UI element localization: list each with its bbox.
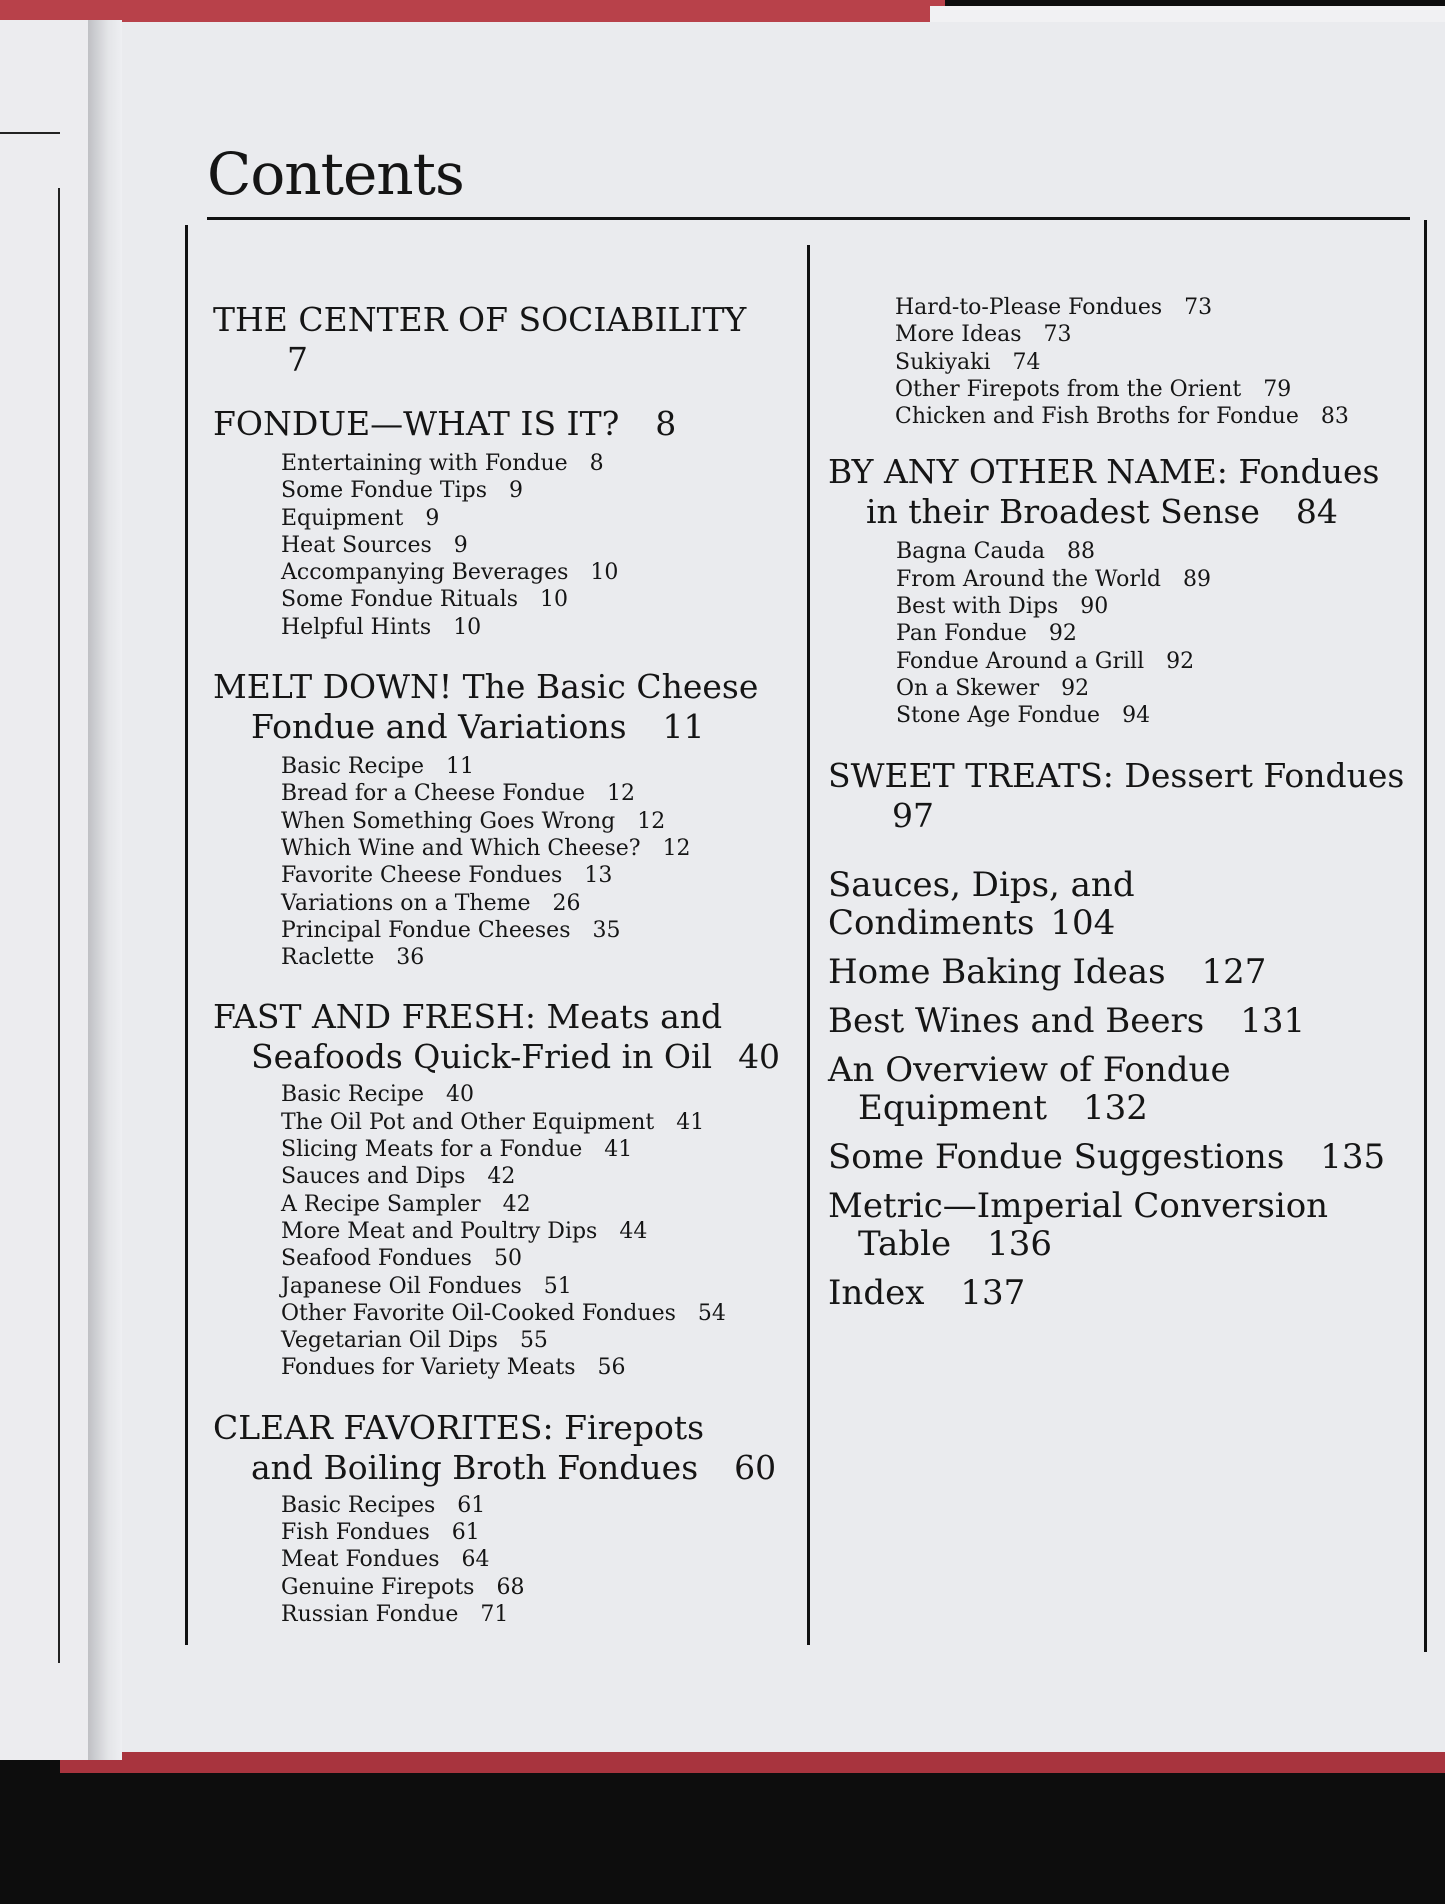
toc-entry[interactable]: Other Firepots from the Orient 79	[895, 376, 1292, 402]
section-list-continued	[828, 294, 1418, 430]
toc-entry[interactable]: Some Fondue Rituals 10	[281, 587, 568, 613]
section-list	[213, 1492, 793, 1628]
toc-entry[interactable]: More Meat and Poultry Dips 44	[281, 1218, 648, 1244]
toc-chapter	[213, 300, 793, 380]
toc-entry[interactable]: Stone Age Fondue 94	[896, 703, 1151, 729]
page-title: Contents	[207, 140, 464, 208]
toc-entry[interactable]: Basic Recipe 40	[281, 1082, 474, 1108]
toc-entry[interactable]: Heat Sources 9	[281, 532, 468, 558]
back-matter-entry[interactable]: Some Fondue Suggestions 135	[828, 1136, 1386, 1177]
back-matter-entry[interactable]: An Overview of Fondue Equipment 132	[828, 1049, 1231, 1128]
toc-entry[interactable]: Principal Fondue Cheeses 35	[281, 917, 621, 943]
toc-entry[interactable]: Vegetarian Oil Dips 55	[281, 1328, 548, 1354]
toc-chapter	[828, 756, 1418, 836]
toc-entry[interactable]: Sukiyaki 74	[895, 349, 1041, 375]
toc-entry[interactable]: Chicken and Fish Broths for Fondue 83	[895, 404, 1349, 430]
toc-entry[interactable]: Raclette 36	[281, 945, 425, 971]
toc-entry[interactable]: Entertaining with Fondue 8	[281, 451, 604, 476]
toc-entry[interactable]: Basic Recipe 11	[281, 754, 474, 780]
section-list	[213, 450, 793, 641]
toc-entry[interactable]: When Something Goes Wrong 12	[281, 808, 666, 834]
toc-entry[interactable]: More Ideas 73	[895, 322, 1072, 348]
left-border	[185, 225, 188, 1645]
toc-entry[interactable]: Which Wine and Which Cheese? 12	[281, 835, 691, 861]
chapter-title[interactable]: FAST AND FRESH: Meats and Seafoods Quick-Fried in Oil 40	[213, 997, 781, 1077]
title-rule	[207, 217, 1410, 220]
toc-chapter	[213, 667, 793, 971]
toc-entry[interactable]: Best with Dips 90	[896, 594, 1109, 620]
toc-entry[interactable]: Fish Fondues 61	[281, 1520, 480, 1546]
toc-entry[interactable]: Meat Fondues 64	[281, 1547, 490, 1573]
section-list	[213, 1081, 793, 1381]
toc-chapter	[213, 404, 793, 641]
section-list	[213, 753, 793, 971]
toc-entry[interactable]: Some Fondue Tips 9	[281, 478, 524, 504]
chapter-title[interactable]: BY ANY OTHER NAME: Fondues in their Broadest Sense 84	[828, 452, 1380, 532]
toc-chapter	[213, 1408, 793, 1628]
chapter-title[interactable]: MELT DOWN! The Basic Cheese Fondue and Variations 11	[213, 667, 759, 747]
chapter-title[interactable]: SWEET TREATS: Dessert Fondues 97	[828, 755, 1405, 835]
back-matter-entry[interactable]: Home Baking Ideas 127	[828, 951, 1267, 992]
toc-entry[interactable]: Favorite Cheese Fondues 13	[281, 863, 613, 889]
toc-entry[interactable]: Bagna Cauda 88	[896, 539, 1095, 565]
toc-entry[interactable]: Other Favorite Oil-Cooked Fondues 54	[281, 1300, 726, 1326]
chapter-title[interactable]: CLEAR FAVORITES: Firepots and Boiling Broth Fondues 60	[213, 1407, 777, 1487]
toc-entry[interactable]: Japanese Oil Fondues 51	[281, 1273, 572, 1299]
toc-entry[interactable]: Fondue Around a Grill 92	[896, 648, 1195, 674]
toc-chapter	[213, 997, 793, 1381]
toc-entry[interactable]: A Recipe Sampler 42	[281, 1191, 531, 1217]
toc-entry[interactable]: Pan Fondue 92	[896, 621, 1077, 647]
book-gutter	[88, 20, 122, 1760]
toc-entry[interactable]: From Around the World 89	[896, 566, 1211, 592]
toc-entry[interactable]: Russian Fondue 71	[281, 1601, 509, 1627]
back-matter-entry[interactable]: Sauces, Dips, and Condiments 104	[828, 864, 1135, 943]
column-divider	[807, 245, 810, 1645]
back-matter-list	[828, 866, 1418, 1312]
toc-entry[interactable]: The Oil Pot and Other Equipment 41	[281, 1109, 705, 1135]
chapter-title[interactable]: FONDUE—WHAT IS IT? 8	[213, 404, 677, 443]
back-matter-entry[interactable]: Metric—Imperial Conversion Table 136	[828, 1185, 1329, 1264]
toc-entry[interactable]: Seafood Fondues 50	[281, 1246, 522, 1272]
toc-entry[interactable]: Fondues for Variety Meats 56	[281, 1355, 626, 1381]
back-matter-entry[interactable]: Best Wines and Beers 131	[828, 1000, 1306, 1041]
right-border	[1424, 220, 1427, 1652]
toc-entry[interactable]: Equipment 9	[281, 505, 440, 531]
toc-entry[interactable]: Accompanying Beverages 10	[281, 560, 619, 586]
toc-entry[interactable]: Hard-to-Please Fondues 73	[895, 295, 1213, 320]
left-page-rule	[0, 132, 60, 134]
toc-chapter	[828, 452, 1418, 729]
toc-entry[interactable]: Genuine Firepots 68	[281, 1574, 525, 1600]
back-matter-entry[interactable]: Index 137	[828, 1272, 1026, 1313]
section-list	[828, 538, 1418, 729]
toc-entry[interactable]: Sauces and Dips 42	[281, 1164, 516, 1190]
toc-entry[interactable]: Basic Recipes 61	[281, 1492, 486, 1518]
chapter-title[interactable]: THE CENTER OF SOCIABILITY 7	[213, 300, 747, 379]
toc-entry[interactable]: Bread for a Cheese Fondue 12	[281, 781, 635, 807]
toc-entry[interactable]: Variations on a Theme 26	[281, 890, 581, 916]
toc-entry[interactable]: Helpful Hints 10	[281, 614, 482, 640]
right-column	[828, 294, 1418, 1312]
left-column	[213, 300, 793, 1628]
left-page-border	[58, 188, 60, 1663]
toc-entry[interactable]: Slicing Meats for a Fondue 41	[281, 1137, 633, 1163]
toc-entry[interactable]: On a Skewer 92	[896, 675, 1090, 701]
